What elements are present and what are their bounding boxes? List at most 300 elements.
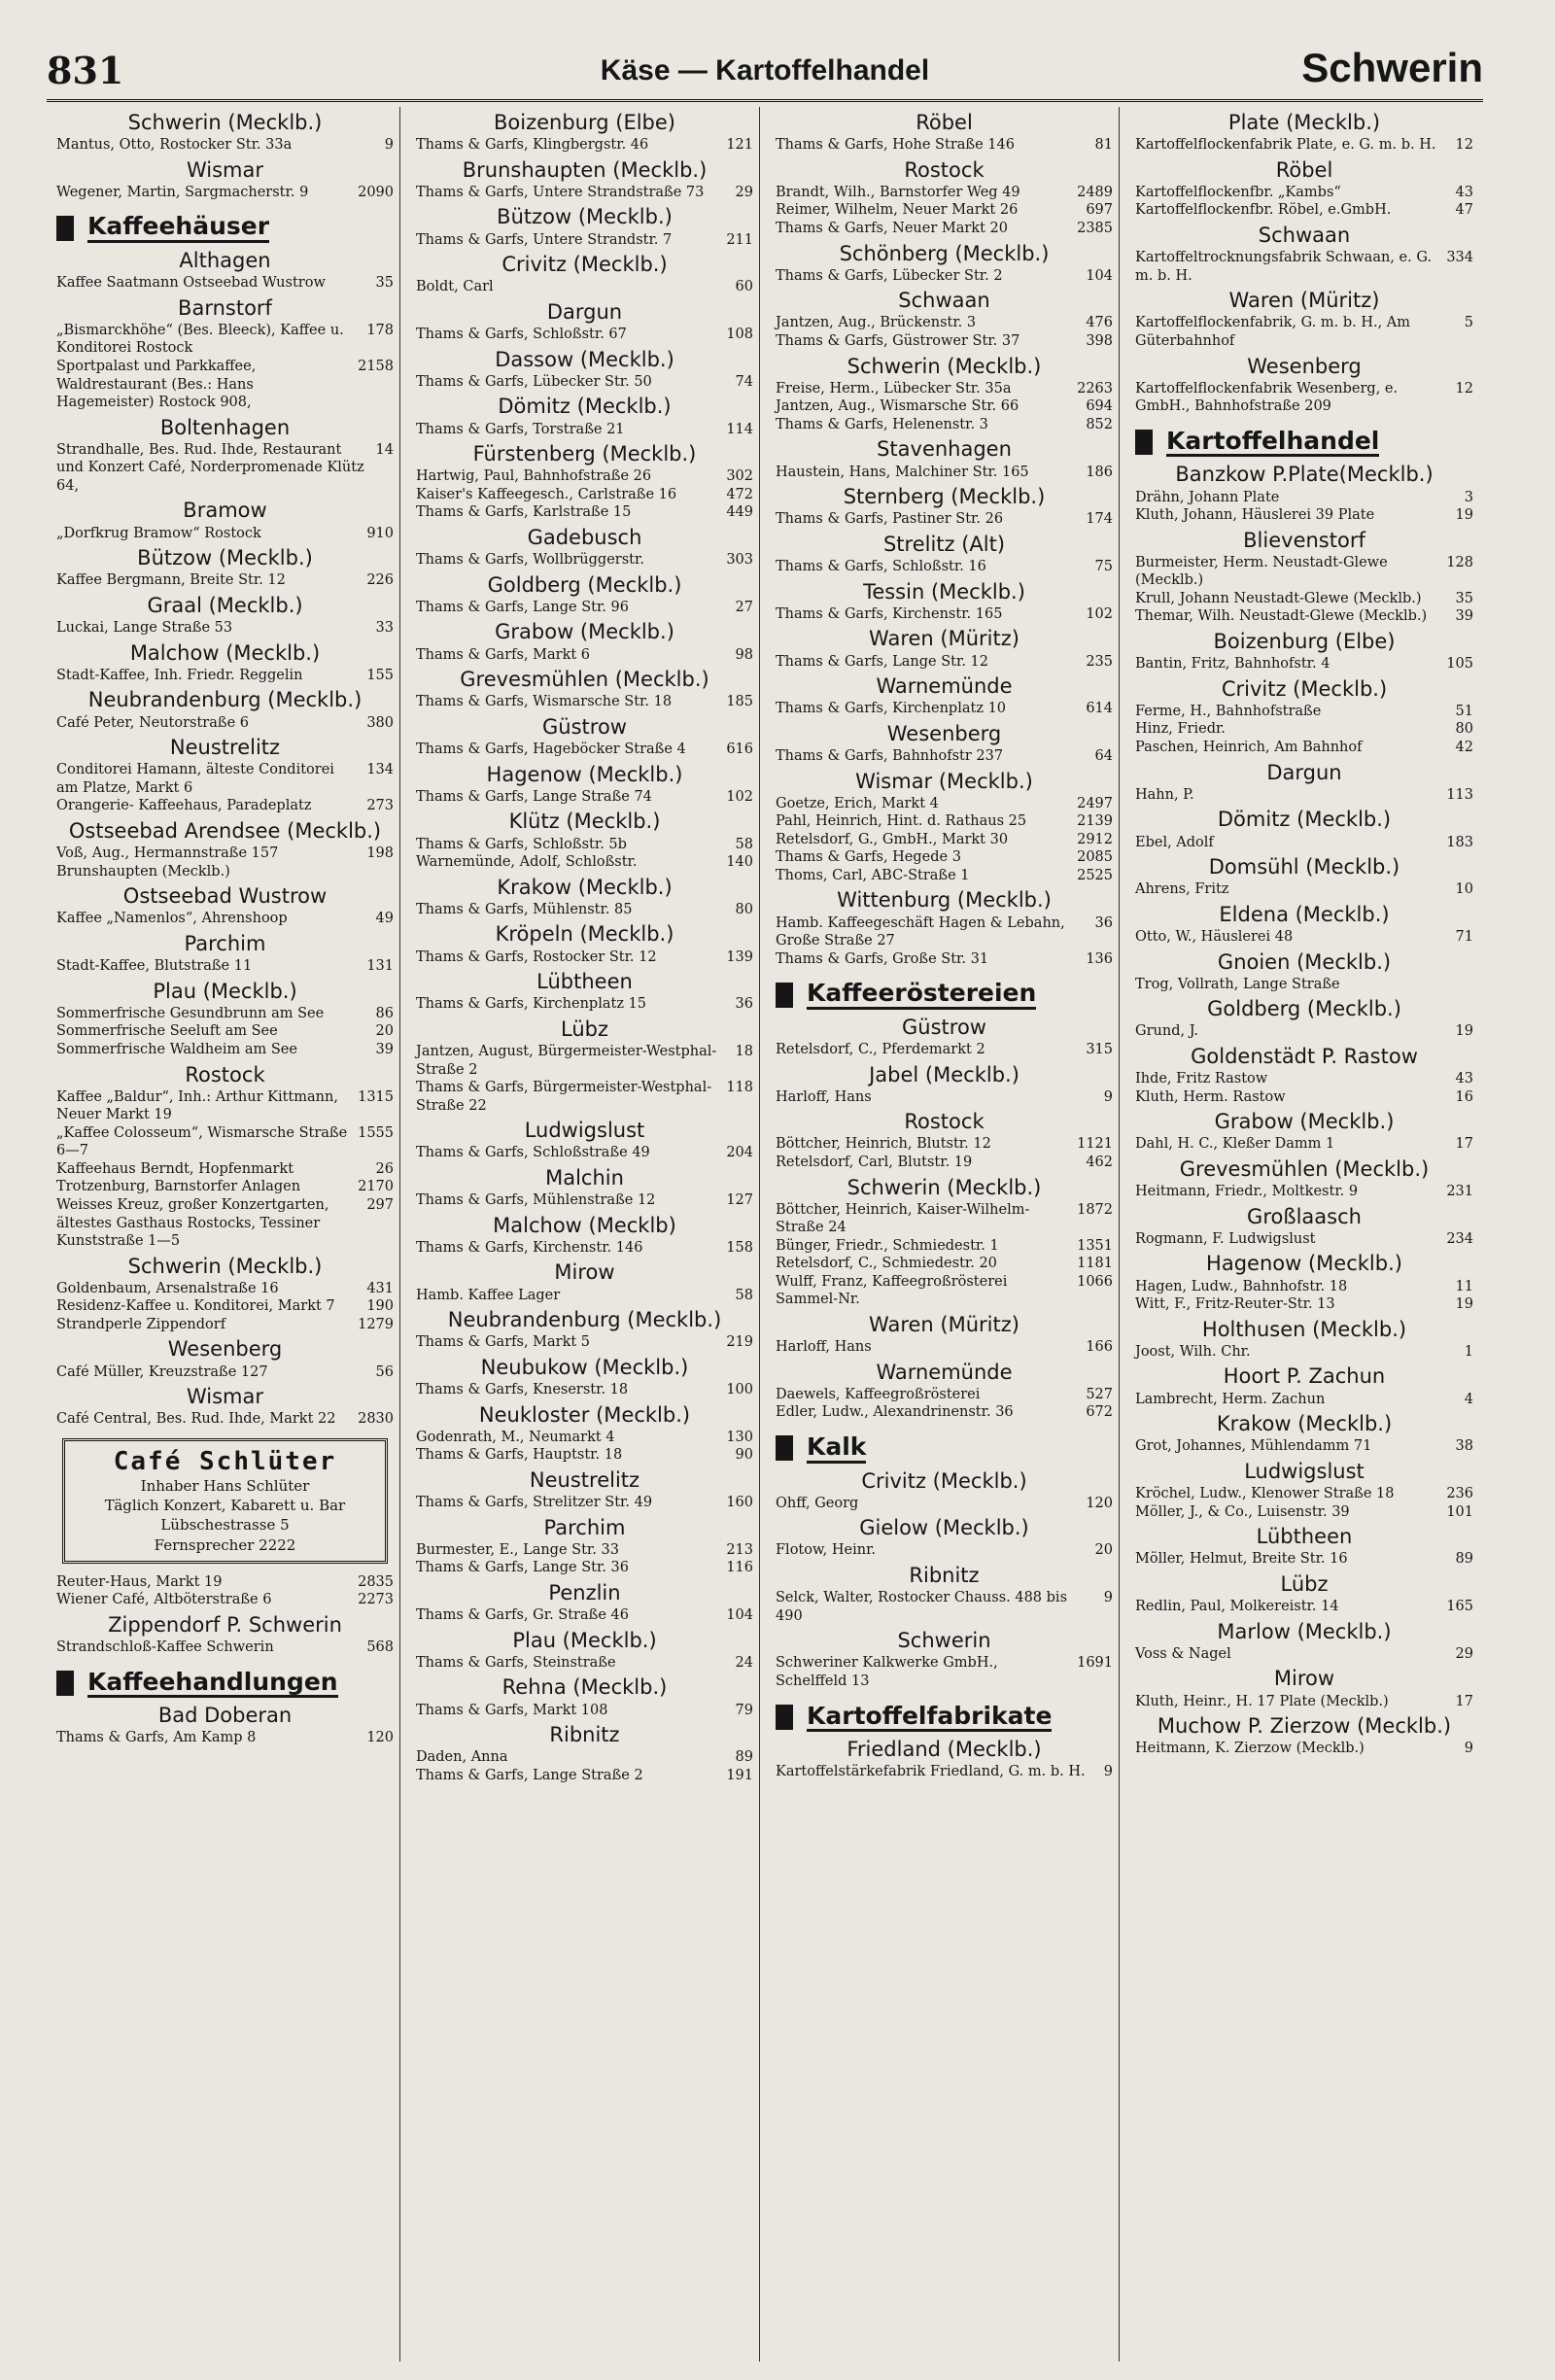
city-heading: Boizenburg (Elbe) <box>494 111 675 134</box>
listing-text: Thams & Garfs, Mühlenstr. 85 <box>416 901 633 917</box>
listing-entry <box>1135 201 1473 220</box>
listing-number: 9 <box>1103 1590 1113 1606</box>
listing-entry <box>56 1196 394 1251</box>
listing-text: Krull, Johann Neustadt-Glewe (Mecklb.) <box>1135 590 1422 606</box>
listing-text: Reuter-Haus, Markt 19 <box>56 1573 223 1590</box>
listing-text: Edler, Ludw., Alexandrinenstr. 36 <box>776 1404 1014 1421</box>
listing-text: Kartoffelflockenfabrik, G. m. b. H., Am Güterbahnhof <box>1135 315 1411 350</box>
ad-business-name: Café Schlüter <box>113 1446 337 1476</box>
listing-entry <box>776 380 1113 398</box>
listing-entry <box>56 619 394 638</box>
listing-text: Kaffee „Namenlos“, Ahrenshoop <box>56 911 288 927</box>
listing-number: 98 <box>735 646 753 663</box>
listing-number: 2170 <box>358 1179 394 1195</box>
listing-number: 614 <box>1086 701 1113 717</box>
listing-number: 86 <box>375 1005 394 1021</box>
listing-number: 102 <box>726 788 753 805</box>
category-heading <box>1135 428 1473 458</box>
listing-text: Daden, Anna <box>416 1749 508 1766</box>
listing-entry <box>776 831 1113 849</box>
listing-entry <box>56 1005 394 1023</box>
listing-entry <box>1135 976 1473 994</box>
ad-line: Täglich Konzert, Kabarett u. Bar <box>104 1497 346 1515</box>
listing-text: Thams & Garfs, Pastiner Str. 26 <box>776 511 1004 528</box>
listing-text: Thams & Garfs, Lange Straße 74 <box>416 788 652 805</box>
listing-entry <box>416 836 753 854</box>
category-marker-icon <box>776 983 793 1008</box>
listing-number: 191 <box>726 1767 753 1783</box>
listing-entry <box>1135 506 1473 525</box>
listing-number: 852 <box>1086 416 1113 432</box>
listing-text: Ferme, H., Bahnhofstraße <box>1135 703 1322 719</box>
listing-text: Café Central, Bes. Rud. Ihde, Markt 22 <box>56 1411 336 1428</box>
listing-number: 27 <box>735 599 753 615</box>
listing-text: Drähn, Johann Plate <box>1135 489 1280 505</box>
city-heading: Dömitz (Mecklb.) <box>498 395 672 419</box>
listing-entry <box>56 714 394 733</box>
listing-entry <box>416 551 753 569</box>
listing-text: Retelsdorf, C., Schmiedestr. 20 <box>776 1256 997 1272</box>
listing-text: Kaffeehaus Berndt, Hopfenmarkt <box>56 1160 294 1177</box>
listing-text: „Dorfkrug Bramow“ Rostock <box>56 525 261 541</box>
city-heading: Ribnitz <box>909 1564 980 1587</box>
listing-entry <box>1135 880 1473 899</box>
listing-number <box>1466 976 1473 994</box>
listing-number: 1279 <box>358 1316 394 1332</box>
listing-text: Kartoffeltrocknungsfabrik Schwaan, e. G. m. b. H. <box>1135 250 1433 284</box>
city-heading: Strelitz (Alt) <box>882 532 1006 556</box>
listing-entry <box>1135 834 1473 852</box>
city-heading: Grabow (Mecklb.) <box>1214 1110 1395 1134</box>
city-heading: Großlaasch <box>1247 1204 1362 1228</box>
listing-entry <box>416 949 753 967</box>
city-heading: Graal (Mecklb.) <box>147 593 303 617</box>
listing-entry <box>56 1297 394 1316</box>
listing-text: Jantzen, August, Bürgermeister-Westphal-Straße 2 <box>416 1044 717 1078</box>
listing-text: Retelsdorf, Carl, Blutstr. 19 <box>776 1155 973 1170</box>
listing-number: 18 <box>735 1044 753 1060</box>
city-heading: Warnemünde <box>876 1360 1013 1384</box>
category-heading <box>56 1669 394 1699</box>
listing-text: Heitmann, Friedr., Moltkestr. 9 <box>1135 1184 1359 1200</box>
listing-number: 462 <box>1086 1155 1113 1170</box>
category-marker-icon <box>56 216 74 241</box>
listing-text: Thams & Garfs, Wollbrüggerstr. <box>416 552 644 569</box>
listing-text: Thams & Garfs, Lange Straße 2 <box>416 1767 643 1783</box>
listing-number: 213 <box>726 1541 753 1558</box>
listing-entry <box>776 914 1113 950</box>
city-heading: Schwerin (Mecklb.) <box>127 1254 323 1278</box>
listing-entry <box>1135 1022 1473 1041</box>
listing-entry <box>776 1255 1113 1273</box>
listing-entry <box>776 510 1113 529</box>
city-heading: Röbel <box>916 111 973 134</box>
listing-number: 131 <box>366 958 394 975</box>
listing-text: Reimer, Wilhelm, Neuer Markt 26 <box>776 202 1019 219</box>
listing-entry <box>416 486 753 504</box>
listing-text: Voß, Aug., Hermannstraße 157 Brunshaupten (Mecklb.) <box>56 845 279 880</box>
city-heading: Dargun <box>1266 760 1342 784</box>
listing-text: Strandperle Zippendorf <box>56 1316 226 1332</box>
category-marker-icon <box>1135 430 1153 455</box>
listing-text: Witt, F., Fritz-Reuter-Str. 13 <box>1135 1296 1335 1313</box>
listing-text: Kartoffelflockenfabrik Wesenberg, e. GmbH., Bahnhofstraße 209 <box>1135 380 1399 415</box>
city-heading: Malchin <box>545 1165 624 1190</box>
listing-entry <box>1135 184 1473 202</box>
listing-entry <box>1135 1693 1473 1711</box>
listing-entry <box>416 326 753 344</box>
listing-text: Jantzen, Aug., Brückenstr. 3 <box>776 315 977 331</box>
city-heading: Parchim <box>543 1515 626 1539</box>
column-4 <box>1129 107 1479 2362</box>
listing-text: Thams & Garfs, Lange Str. 96 <box>416 599 630 615</box>
listing-number: 9 <box>1103 1764 1113 1780</box>
listing-number: 273 <box>366 798 394 814</box>
city-heading: Neukloster (Mecklb.) <box>478 1402 691 1427</box>
listing-number: 1691 <box>1077 1655 1113 1672</box>
listing-text: Kaffee Saatmann Ostseebad Wustrow <box>56 275 326 292</box>
listing-entry <box>416 1079 753 1115</box>
city-heading: Hagenow (Mecklb.) <box>1206 1252 1402 1276</box>
listing-text: Godenrath, M., Neumarkt 4 <box>416 1429 615 1445</box>
listing-text: Thams & Garfs, Güstrower Str. 37 <box>776 333 1020 350</box>
listing-entry <box>776 1154 1113 1172</box>
city-heading: Bützow (Mecklb.) <box>137 546 313 570</box>
listing-entry <box>56 1573 394 1592</box>
column-3 <box>770 107 1120 2362</box>
listing-text: Voss & Nagel <box>1135 1645 1231 1662</box>
city-heading: Jabel (Mecklb.) <box>869 1062 1019 1087</box>
listing-text: Themar, Wilh. Neustadt-Glewe (Mecklb.) <box>1135 608 1428 625</box>
listing-entry <box>1135 607 1473 626</box>
city-heading: Boizenburg (Elbe) <box>1213 630 1396 654</box>
listing-number: 1872 <box>1077 1201 1113 1218</box>
listing-entry <box>56 322 394 358</box>
listing-text: Thams & Garfs, Untere Strandstraße 73 <box>416 184 705 200</box>
listing-number: 104 <box>726 1607 753 1624</box>
listing-text: Hamb. Kaffee Lager <box>416 1287 561 1303</box>
listing-entry <box>416 995 753 1014</box>
listing-text: Thams & Garfs, Torstraße 21 <box>416 421 625 437</box>
city-heading: Grevesmühlen (Mecklb.) <box>1179 1157 1430 1181</box>
city-heading: Hoort P. Zachun <box>1223 1364 1386 1389</box>
listing-number: 43 <box>1455 1071 1473 1087</box>
listing-text: Thams & Garfs, Helenenstr. 3 <box>776 416 988 432</box>
listing-text: Warnemünde, Adolf, Schloßstr. <box>416 854 638 871</box>
city-heading: Brunshaupten (Mecklb.) <box>462 157 708 182</box>
listing-text: Luckai, Lange Straße 53 <box>56 620 233 637</box>
listing-number: 204 <box>726 1145 753 1161</box>
city-heading: Friedland (Mecklb.) <box>847 1738 1042 1762</box>
listing-text: Selck, Walter, Rostocker Chauss. 488 bis 490 <box>776 1590 1068 1624</box>
listing-text: Harloff, Hans <box>776 1088 872 1105</box>
listing-entry <box>776 416 1113 434</box>
listing-text: Paschen, Heinrich, Am Bahnhof <box>1135 740 1363 756</box>
listing-number: 33 <box>375 620 394 637</box>
city-heading: Plate (Mecklb.) <box>1227 111 1381 134</box>
category-label: Kartoffelhandel <box>1166 428 1379 458</box>
listing-text: Möller, Helmut, Breite Str. 16 <box>1135 1551 1348 1568</box>
listing-number: 43 <box>1455 184 1473 200</box>
listing-number: 64 <box>1094 748 1113 764</box>
listing-entry <box>776 1589 1113 1625</box>
listing-text: Redlin, Paul, Molkereistr. 14 <box>1135 1599 1339 1615</box>
listing-number: 1555 <box>358 1124 394 1141</box>
city-heading: Muchow P. Zierzow (Mecklb.) <box>1157 1714 1452 1739</box>
city-heading: Schwerin (Mecklb.) <box>127 111 323 134</box>
city-heading: Kröpeln (Mecklb.) <box>495 922 674 947</box>
city-heading: Parchim <box>184 931 266 955</box>
city-heading: Rostock <box>904 157 985 182</box>
listing-text: Harloff, Hans <box>776 1339 872 1356</box>
listing-entry <box>56 910 394 928</box>
listing-text: Thams & Garfs, Karlstraße 15 <box>416 504 632 521</box>
ad-line: Inhaber Hans Schlüter <box>140 1476 310 1495</box>
city-heading: Banzkow P.Plate(Mecklb.) <box>1175 463 1434 487</box>
listing-number: 183 <box>1446 834 1473 850</box>
listing-text: Burmeister, Herm. Neustadt-Glewe (Mecklb.) <box>1135 554 1388 589</box>
city-heading: Marlow (Mecklb.) <box>1217 1619 1392 1643</box>
city-heading: Fürstenberg (Mecklb.) <box>472 442 697 466</box>
listing-number: 42 <box>1455 740 1473 756</box>
listing-text: Hamb. Kaffeegeschäft Hagen & Lebahn, Große Straße 27 <box>776 914 1065 949</box>
listing-number: 910 <box>366 525 394 541</box>
listing-entry <box>56 184 394 202</box>
listing-entry <box>56 1638 394 1657</box>
listing-entry <box>416 1702 753 1720</box>
listing-text: Flotow, Heinr. <box>776 1542 877 1559</box>
city-heading: Schwerin <box>897 1629 991 1653</box>
listing-number: 9 <box>1464 1741 1473 1757</box>
listing-text: Bantin, Fritz, Bahnhofstr. 4 <box>1135 656 1330 673</box>
city-heading: Güstrow <box>902 1015 986 1039</box>
listing-entry <box>776 795 1113 813</box>
listing-number: 39 <box>375 1041 394 1057</box>
ad-line: Fernsprecher 2222 <box>154 1535 296 1554</box>
listing-number: 198 <box>366 845 394 862</box>
listing-text: Wiener Café, Altböterstraße 6 <box>56 1592 272 1608</box>
listing-text: Thams & Garfs, Kirchenplatz 10 <box>776 701 1007 717</box>
listing-number: 1121 <box>1077 1136 1113 1153</box>
listing-entry <box>56 761 394 797</box>
listing-text: Burmester, E., Lange Str. 33 <box>416 1541 619 1558</box>
listing-entry <box>1135 739 1473 757</box>
city-heading: Röbel <box>1275 157 1333 182</box>
listing-entry <box>1135 1135 1473 1154</box>
city-heading: Wesenberg <box>1247 354 1362 378</box>
listing-entry <box>776 1338 1113 1357</box>
page-city: Schwerin <box>1301 45 1483 90</box>
city-heading: Schwerin (Mecklb.) <box>847 354 1042 378</box>
listing-entry <box>416 1333 753 1352</box>
city-heading: Wesenberg <box>167 1337 283 1362</box>
category-heading <box>776 1433 1113 1464</box>
city-heading: Goldberg (Mecklb.) <box>1207 997 1401 1021</box>
city-heading: Grabow (Mecklb.) <box>495 620 674 644</box>
listing-entry <box>1135 1485 1473 1503</box>
listing-number: 136 <box>1086 950 1113 967</box>
page-title: Käse — Kartoffelhandel <box>600 54 930 86</box>
city-heading: Ostseebad Arendsee (Mecklb.) <box>68 818 382 843</box>
listing-text: Thams & Garfs, Lübecker Str. 50 <box>416 373 652 390</box>
listing-number: 26 <box>375 1160 394 1177</box>
listing-number: 449 <box>726 504 753 521</box>
city-heading: Wismar <box>186 1385 264 1409</box>
listing-number: 80 <box>735 901 753 917</box>
listing-number: 104 <box>1086 267 1113 284</box>
city-heading: Zippendorf P. Schwerin <box>108 1613 342 1638</box>
listing-entry <box>56 957 394 976</box>
listing-entry <box>416 184 753 202</box>
listing-number: 4 <box>1464 1391 1473 1407</box>
listing-number: 100 <box>726 1382 753 1398</box>
listing-text: Goldenbaum, Arsenalstraße 16 <box>56 1280 279 1296</box>
listing-entry <box>1135 1183 1473 1201</box>
city-heading: Schwaan <box>1258 224 1351 248</box>
listing-entry <box>776 201 1113 220</box>
listing-number: 234 <box>1446 1230 1473 1247</box>
listing-text: Hinz, Friedr. <box>1135 721 1226 738</box>
listing-entry <box>56 1280 394 1298</box>
listing-number: 2385 <box>1077 221 1113 237</box>
city-heading: Goldberg (Mecklb.) <box>487 572 682 597</box>
city-heading: Plau (Mecklb.) <box>153 979 297 1003</box>
listing-text: Thams & Garfs, Strelitzer Str. 49 <box>416 1495 653 1511</box>
listing-text: Thoms, Carl, ABC-Straße 1 <box>776 867 970 883</box>
listing-text: Hartwig, Paul, Bahnhofstraße 26 <box>416 468 652 485</box>
listing-entry <box>416 421 753 439</box>
listing-text: Thams & Garfs, Bürgermeister-Westphal-Straße 22 <box>416 1080 712 1114</box>
listing-entry <box>1135 928 1473 947</box>
listing-entry <box>56 797 394 815</box>
listing-entry <box>1135 655 1473 673</box>
listing-entry <box>1135 1295 1473 1314</box>
listing-text: Otto, W., Häuslerei 48 <box>1135 928 1294 945</box>
category-heading <box>776 980 1113 1010</box>
listing-number: 39 <box>1455 608 1473 625</box>
listing-entry <box>776 136 1113 155</box>
category-marker-icon <box>56 1671 74 1696</box>
city-heading: Penzlin <box>548 1580 621 1604</box>
listing-text: Wegener, Martin, Sargmacherstr. 9 <box>56 184 309 200</box>
listing-entry <box>416 503 753 522</box>
city-heading: Schwerin (Mecklb.) <box>847 1175 1042 1199</box>
listing-number: 118 <box>726 1080 753 1096</box>
city-heading: Krakow (Mecklb.) <box>1216 1412 1393 1436</box>
listing-text: Stadt-Kaffee, Inh. Friedr. Reggelin <box>56 667 303 683</box>
city-heading: Waren (Müritz) <box>869 627 1019 651</box>
listing-number: 134 <box>366 762 394 778</box>
listing-text: Thams & Garfs, Steinstraße <box>416 1654 616 1671</box>
listing-text: Thams & Garfs, Wismarsche Str. 18 <box>416 694 673 710</box>
listing-text: Kaffee Bergmann, Breite Str. 12 <box>56 572 286 589</box>
listing-number: 2273 <box>358 1592 394 1608</box>
listing-entry <box>56 1363 394 1382</box>
city-heading: Rehna (Mecklb.) <box>501 1675 668 1700</box>
listing-number: 58 <box>735 1287 753 1303</box>
city-heading: Althagen <box>179 248 271 272</box>
listing-number: 2085 <box>1077 849 1113 866</box>
listing-number: 10 <box>1455 881 1473 898</box>
city-heading: Neustrelitz <box>529 1467 640 1492</box>
listing-number: 79 <box>735 1702 753 1718</box>
listing-entry <box>1135 1645 1473 1664</box>
listing-text: Ebel, Adolf <box>1135 834 1214 850</box>
listing-entry <box>1135 136 1473 155</box>
listing-entry <box>416 467 753 486</box>
listing-text: Thams & Garfs, Kneserstr. 18 <box>416 1382 629 1398</box>
city-heading: Neubrandenburg (Mecklb.) <box>87 688 363 712</box>
listing-number: 9 <box>1103 1088 1113 1105</box>
listing-number: 56 <box>375 1363 394 1380</box>
category-marker-icon <box>776 1435 793 1461</box>
column-2 <box>410 107 760 2362</box>
listing-text: Thams & Garfs, Markt 6 <box>416 646 591 663</box>
city-heading: Bramow <box>183 499 267 523</box>
listing-entry <box>776 1403 1113 1422</box>
listing-text: Residenz-Kaffee u. Konditorei, Markt 7 <box>56 1298 335 1315</box>
listing-entry <box>1135 554 1473 590</box>
column-1 <box>51 107 400 2362</box>
listing-number: 3 <box>1464 489 1473 505</box>
city-heading: Plau (Mecklb.) <box>512 1628 657 1652</box>
listing-entry <box>416 1748 753 1767</box>
listing-text: Hahn, P. <box>1135 786 1194 803</box>
listing-number: 2830 <box>358 1411 394 1428</box>
listing-number: 89 <box>735 1749 753 1766</box>
city-heading: Lübtheen <box>536 970 633 994</box>
listing-entry <box>56 1088 394 1124</box>
listing-entry <box>776 1763 1113 1781</box>
city-heading: Sternberg (Mecklb.) <box>843 485 1046 509</box>
listing-number: 185 <box>726 694 753 710</box>
listing-entry <box>1135 786 1473 805</box>
listing-entry <box>1135 1088 1473 1107</box>
city-heading: Lübz <box>561 1017 608 1041</box>
listing-text: Hagen, Ludw., Bahnhofstr. 18 <box>1135 1278 1348 1294</box>
listing-text: Schweriner Kalkwerke GmbH., Schelffeld 13 <box>776 1655 998 1690</box>
listing-number: 672 <box>1086 1404 1113 1421</box>
listing-text: Kröchel, Ludw., Klenower Straße 18 <box>1135 1486 1395 1502</box>
listing-text: Ohff, Georg <box>776 1495 859 1511</box>
listing-number: 476 <box>1086 315 1113 331</box>
listing-text: Café Müller, Kreuzstraße 127 <box>56 1363 268 1380</box>
listing-text: Thams & Garfs, Große Str. 31 <box>776 950 989 967</box>
listing-text: Thams & Garfs, Am Kamp 8 <box>56 1730 257 1746</box>
listing-text: Jantzen, Aug., Wismarsche Str. 66 <box>776 398 1019 415</box>
city-heading: Waren (Müritz) <box>869 1313 1019 1337</box>
listing-entry <box>416 1494 753 1512</box>
listing-number: 12 <box>1455 380 1473 397</box>
listing-number: 1 <box>1464 1343 1473 1360</box>
listing-text: Sommerfrische Waldheim am See <box>56 1041 297 1057</box>
listing-number: 74 <box>735 373 753 390</box>
listing-number: 35 <box>375 275 394 292</box>
city-heading: Wesenberg <box>886 721 1002 745</box>
listing-text: Ahrens, Fritz <box>1135 881 1229 898</box>
listing-entry <box>1135 1550 1473 1569</box>
listing-entry <box>1135 1740 1473 1758</box>
city-heading: Crivitz (Mecklb.) <box>1221 676 1388 701</box>
listing-number: 174 <box>1086 511 1113 528</box>
listing-entry <box>776 464 1113 482</box>
listing-text: Kaiser's Kaffeegesch., Carlstraße 16 <box>416 486 677 502</box>
listing-entry <box>416 278 753 296</box>
listing-number: 116 <box>726 1560 753 1576</box>
listing-number: 38 <box>1455 1438 1473 1455</box>
listing-text: Thams & Garfs, Kirchenstr. 165 <box>776 605 1003 622</box>
listing-text: Retelsdorf, C., Pferdemarkt 2 <box>776 1041 985 1057</box>
